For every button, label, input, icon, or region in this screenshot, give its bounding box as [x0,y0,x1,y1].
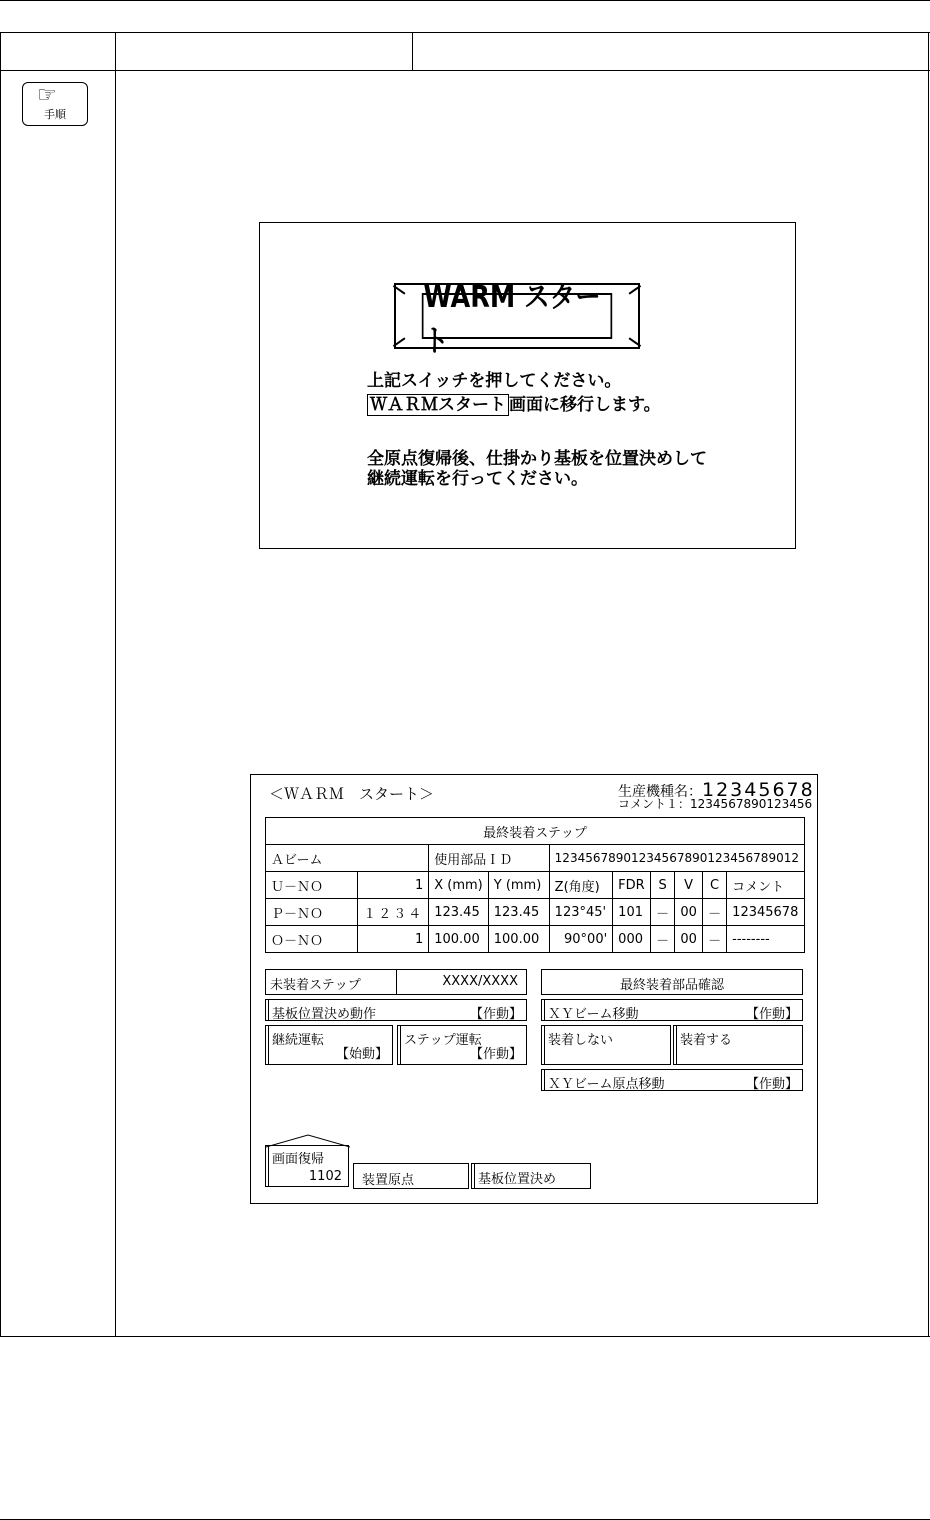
machine-name-value: 12345678 [702,779,815,801]
xy-beam-origin-move-tag: 【作動】 [745,1077,798,1092]
frame-left [0,32,1,1337]
instruction-line-2 [367,390,661,415]
cell: Z(角度) [549,872,613,899]
instruction-line-4: 継続運転を行ってください。 [367,469,588,489]
last-part-confirm-label: 最終装着部品確認 [619,978,724,993]
last-step-header: 最終装着ステップ [266,818,805,845]
unmounted-step-label: 未装着ステップ [270,978,361,993]
screen-return-label: 画面復帰 [272,1152,325,1167]
cell: 100.00 [488,926,549,953]
cell: 123°45' [549,899,613,926]
row-num: １２３４ [358,899,429,926]
cell: 100.00 [429,926,489,953]
xy-beam-move-label: ＸＹビーム移動 [548,1007,639,1022]
xy-beam-origin-move-button[interactable] [541,1069,803,1091]
cell: － [702,899,726,926]
frame-right [928,32,929,1337]
cell: -------- [727,926,805,953]
part-id-value: 12345678901234567890123456789012 [549,845,804,872]
screen-return-button[interactable] [265,1145,349,1187]
cell: 12345678 [727,899,805,926]
screen-title: ＜ＷＡＲＭ スタート＞ [269,785,435,803]
row-label: Ｐ－ＮＯ [266,899,358,926]
comment-row [618,795,812,812]
warm-start-button-label: WARM スタート [422,293,612,339]
machine-name-label: 生産機種名： [618,784,702,800]
board-position-action-label: 基板位置決め動作 [272,1007,377,1022]
beam-label: Ａビーム [266,845,429,872]
xy-beam-move-tag: 【作動】 [745,1007,798,1022]
last-step-table [265,817,805,953]
pointing-hand-icon: ☞ [37,83,57,108]
cell: 00 [675,899,703,926]
cell: － [651,926,675,953]
warm-start-screen [250,774,818,1204]
cell: 000 [613,926,651,953]
cell: 90°00' [549,926,613,953]
house-roof-icon [266,1134,350,1148]
screen-return-code: 1102 [308,1169,342,1184]
device-origin-button[interactable] [353,1163,469,1189]
warm-start-prompt-panel [259,222,796,549]
xy-beam-move-button[interactable] [541,999,803,1021]
no-mount-label: 装着しない [548,1033,614,1048]
unmounted-step-value: XXXX/XXXX [442,974,518,989]
table-row [266,872,805,899]
table-row [266,926,805,953]
step-run-label: ステップ運転 [404,1033,482,1048]
cell: 123.45 [488,899,549,926]
row-label: Ｏ－ＮＯ [266,926,358,953]
header-divider [412,32,413,70]
cell: 123.45 [429,899,489,926]
step-run-tag: 【作動】 [469,1047,522,1062]
instruction-line-3: 全原点復帰後、仕掛かり基板を位置決めして [367,449,707,469]
continue-run-label: 継続運転 [272,1033,325,1048]
cell: X (mm) [429,872,489,899]
cell: 101 [613,899,651,926]
last-part-confirm-header [541,969,803,995]
cell: 00 [675,926,703,953]
instruction-line-2-rest: 画面に移行します。 [509,395,661,415]
table-row [266,899,805,926]
content-bottom-line [0,1336,930,1337]
row-num: 1 [358,926,429,953]
part-id-label: 使用部品ＩＤ [429,845,549,872]
board-position-action-button[interactable] [265,999,527,1021]
board-position-label: 基板位置決め [478,1172,557,1187]
warm-start-screen-name: ＷＡＲＭスタート [367,394,509,416]
mount-button[interactable] [673,1025,803,1065]
continue-run-tag: 【始動】 [335,1047,388,1062]
comment-label: コメント１： [618,797,691,811]
top-border [0,0,930,1]
cell: コメント [727,872,805,899]
cell: － [651,899,675,926]
board-position-action-tag: 【作動】 [469,1007,522,1022]
header-top-line [0,32,930,33]
row-label: Ｕ－ＮＯ [266,872,358,899]
step-run-button[interactable] [397,1025,527,1065]
warm-start-button[interactable] [394,280,640,359]
unmounted-step-box [265,969,527,995]
xy-beam-origin-move-label: ＸＹビーム原点移動 [548,1077,665,1092]
no-mount-button[interactable] [541,1025,671,1065]
procedure-label: 手順 [44,108,66,121]
instruction-line-1: 上記スイッチを押してください。 [367,371,622,391]
cell: V [675,872,703,899]
header-bottom-line [0,70,930,71]
frame-divider [115,32,116,1337]
cell: FDR [613,872,651,899]
continue-run-button[interactable] [265,1025,393,1065]
procedure-icon [22,82,88,126]
mount-label: 装着する [680,1033,733,1048]
device-origin-label: 装置原点 [362,1173,415,1188]
cell: － [702,926,726,953]
board-position-button[interactable] [471,1163,591,1189]
cell: S [651,872,675,899]
cell: Y (mm) [488,872,549,899]
comment-value: 1234567890123456 [690,797,813,811]
cell: C [702,872,726,899]
row-num: 1 [358,872,429,899]
